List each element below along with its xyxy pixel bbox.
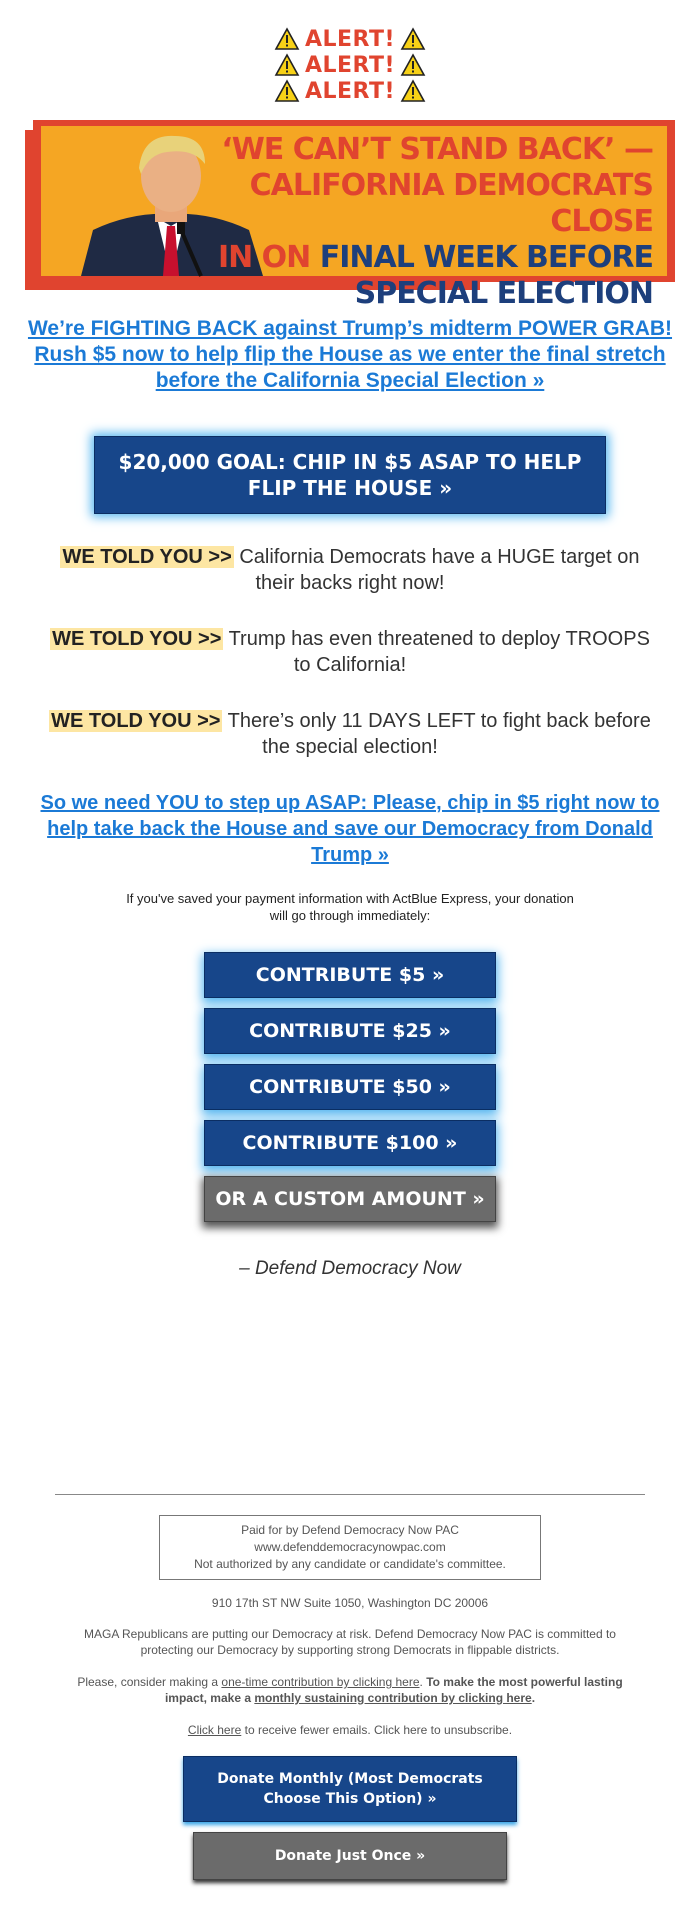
paid-for-text: Paid for by Defend Democracy Now PAC (241, 1523, 459, 1537)
consider-text: Please, consider making a (77, 1675, 222, 1689)
powerful-prefix: To make the most powerful lasting impact, make a (164, 1675, 623, 1705)
told-text: Trump has even threatened to deploy TROOPS to California! (223, 628, 650, 676)
headline-segment: IN ON (217, 240, 320, 275)
told-paragraph (40, 626, 660, 678)
banner-frame (33, 120, 675, 311)
told-highlight: WE TOLD YOU >> (62, 546, 232, 568)
contribute-buttons (0, 952, 700, 1222)
warning-triangle-icon (275, 80, 299, 102)
headline-line: ‘WE CAN’T STAND BACK’ — (221, 132, 653, 167)
donate-monthly-button[interactable]: Donate Monthly (Most Democrats Choose This Option) » (183, 1756, 517, 1822)
fewer-emails-link[interactable]: Click here (187, 1723, 242, 1737)
custom-amount-button[interactable]: OR A CUSTOM AMOUNT » (204, 1176, 496, 1222)
contribute-25-button[interactable]: CONTRIBUTE $25 » (204, 1008, 496, 1054)
paid-for-box (159, 1515, 541, 1580)
warning-triangle-icon (401, 80, 425, 102)
contribute-5-button[interactable]: CONTRIBUTE $5 » (204, 952, 496, 998)
monthly-link[interactable]: monthly sustaining contribution by clicking here (254, 1691, 532, 1705)
warning-triangle-icon (275, 54, 299, 76)
not-authorized-text: Not authorized by any candidate or candidate's committee. (194, 1557, 506, 1571)
headline-banner[interactable] (25, 120, 675, 311)
told-highlight: WE TOLD YOU >> (51, 710, 221, 732)
one-time-link[interactable]: one-time contribution by clicking here (221, 1675, 420, 1689)
goal-button[interactable]: $20,000 GOAL: CHIP IN $5 ASAP TO HELP FLIP THE HOUSE » (94, 436, 606, 514)
contribution-options (70, 1674, 630, 1706)
fewer-emails-text: to receive fewer emails. Click here to unsubscribe. (241, 1723, 513, 1737)
donate-once-button[interactable]: Donate Just Once » (193, 1832, 507, 1880)
footer-divider (55, 1494, 645, 1495)
email-preferences (70, 1722, 630, 1738)
told-text: There’s only 11 DAYS LEFT to fight back before the special election! (222, 710, 651, 758)
consider-separator: . (419, 1675, 427, 1689)
alert-text: ALERT! (304, 78, 396, 104)
headline-line: SPECIAL ELECTION (354, 276, 653, 311)
footer (0, 1494, 700, 1880)
told-text: California Democrats have a HUGE target on their backs right now! (233, 546, 640, 594)
signoff: – Defend Democracy Now (239, 1258, 461, 1279)
alert-text: ALERT! (304, 52, 396, 78)
banner-panel (41, 126, 667, 311)
told-highlight: WE TOLD YOU >> (52, 628, 222, 650)
contribute-100-button[interactable]: CONTRIBUTE $100 » (204, 1120, 496, 1166)
ask-donate-link[interactable]: So we need YOU to step up ASAP: Please, chip in $5 right now to help take back the House and save our Democracy from Donald Trump » (40, 792, 660, 866)
warning-triangle-icon (401, 28, 425, 50)
told-paragraph (40, 544, 660, 596)
warning-triangle-icon (275, 28, 299, 50)
warning-triangle-icon (401, 54, 425, 76)
banner-headline (213, 132, 653, 312)
contribute-50-button[interactable]: CONTRIBUTE $50 » (204, 1064, 496, 1110)
headline-line (213, 240, 653, 276)
alert-text: ALERT! (304, 26, 396, 52)
website-text: www.defenddemocracynowpac.com (254, 1540, 446, 1554)
actblue-note: If you've saved your payment information with ActBlue Express, your donation will go through immediately: (126, 891, 574, 923)
mission-statement: MAGA Republicans are putting our Democracy at risk. Defend Democracy Now PAC is committed to protecting our Democracy by supporting strong Democrats in flippable districts. (84, 1627, 616, 1657)
alert-header (0, 0, 700, 104)
headline-segment: FINAL WEEK BEFORE (319, 240, 653, 275)
told-paragraph (40, 708, 660, 760)
alert-line (0, 78, 700, 104)
alert-line (0, 26, 700, 52)
mailing-address: 910 17th ST NW Suite 1050, Washington DC 20006 (211, 1596, 489, 1610)
alert-line (0, 52, 700, 78)
powerful-suffix: . (531, 1691, 536, 1705)
intro-donate-link[interactable]: We’re FIGHTING BACK against Trump’s midterm POWER GRAB! Rush $5 now to help flip the House as we enter the final stretch before the California Special Election » (27, 317, 673, 392)
headline-line: CALIFORNIA DEMOCRATS CLOSE (249, 168, 653, 239)
